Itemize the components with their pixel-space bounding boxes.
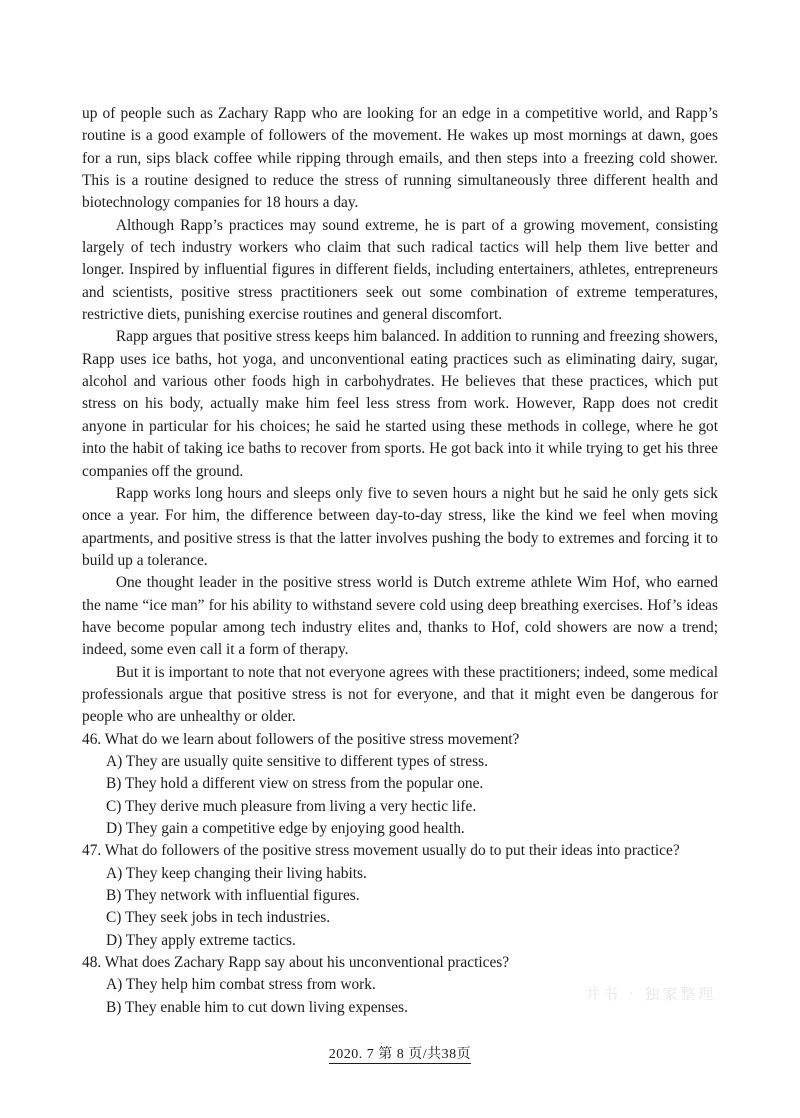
watermark-text: 井书 · 独家整理 (585, 985, 717, 1003)
answer-option: B) They enable him to cut down living expenses. (106, 998, 408, 1016)
answer-option: C) They seek jobs in tech industries. (106, 909, 331, 927)
passage-paragraph: But it is important to note that not everyone agrees with these practitioners; indeed, some medical professionals argue that positive stress is not for everyone, and that it might even be dangerous for people who are unhealthy or older. (82, 663, 718, 726)
passage-paragraph: up of people such as Zachary Rapp who are looking for an edge in a competitive world, and Rapp’s routine is a good example of followers of the movement. He wakes up most mornings at dawn, goes for a run, sips black coffee while ripping through emails, and then steps into a freezing cold shower. This is a routine designed to reduce the stress of running simultaneously three different health and biotechnology companies for 18 hours a day. (82, 105, 718, 212)
question-46 (82, 729, 718, 841)
answer-option: B) They network with influential figures. (106, 887, 360, 905)
page-footer (0, 1043, 800, 1063)
question-stem: 48. What does Zachary Rapp say about his unconventional practices? (82, 954, 510, 972)
answer-option: B) They hold a different view on stress from the popular one. (106, 775, 484, 793)
answer-option: D) They gain a competitive edge by enjoying good health. (106, 820, 465, 837)
passage-paragraph: Although Rapp’s practices may sound extreme, he is part of a growing movement, consisting largely of tech industry workers who claim that such radical tactics will help them live better and longer. Inspired by influential figures in different fields, including entertainers, athletes, entrepreneurs and scientists, positive stress practitioners seek out some combination of extreme temperatures, restrictive diets, punishing exercise routines and general discomfort. (82, 216, 718, 324)
passage-paragraph: One thought leader in the positive stress world is Dutch extreme athlete Wim Hof, who earned the name “ice man” for his ability to withstand severe cold using deep breathing exercises. Hof’s ideas have become popular among tech industry elites and, thanks to Hof, cold showers are now a trend; indeed, some even call it a form of therapy. (82, 574, 718, 659)
question-stem: 47. What do followers of the positive stress movement usually do to put their ideas into practice? (82, 842, 680, 860)
answer-option: A) They are usually quite sensitive to different types of stress. (106, 752, 488, 770)
answer-option: A) They keep changing their living habits. (106, 864, 367, 882)
passage-paragraph: Rapp works long hours and sleeps only five to seven hours a night but he said he only gets sick once a year. For him, the difference between day-to-day stress, like the kind we feel when moving apartments, and positive stress is that the latter involves pushing the body to extremes and forcing it to build up a tolerance. (82, 484, 718, 569)
passage-paragraph: Rapp argues that positive stress keeps him balanced. In addition to running and freezing showers, Rapp uses ice baths, hot yoga, and unconventional eating practices such as eliminating dairy, sugar, alcohol and various other foods high in carbohydrates. He believes that these practices, which put stress on his body, actually make him feel less stress from work. However, Rapp does not credit anyone in particular for his choices; he said he started using these methods in college, where he got into the habit of taking ice baths to recover from sports. He got back into it while trying to get his three companies off the ground. (82, 328, 718, 480)
answer-option: C) They derive much pleasure from living a very hectic life. (106, 797, 477, 815)
passage-body (82, 103, 718, 1019)
question-47 (82, 840, 718, 952)
question-stem: 46. What do we learn about followers of the positive stress movement? (82, 730, 520, 748)
answer-option: D) They apply extreme tactics. (106, 931, 296, 949)
answer-option: A) They help him combat stress from work. (106, 976, 376, 994)
page-number: 2020. 7 第 8 页/共38页 (328, 1047, 472, 1062)
